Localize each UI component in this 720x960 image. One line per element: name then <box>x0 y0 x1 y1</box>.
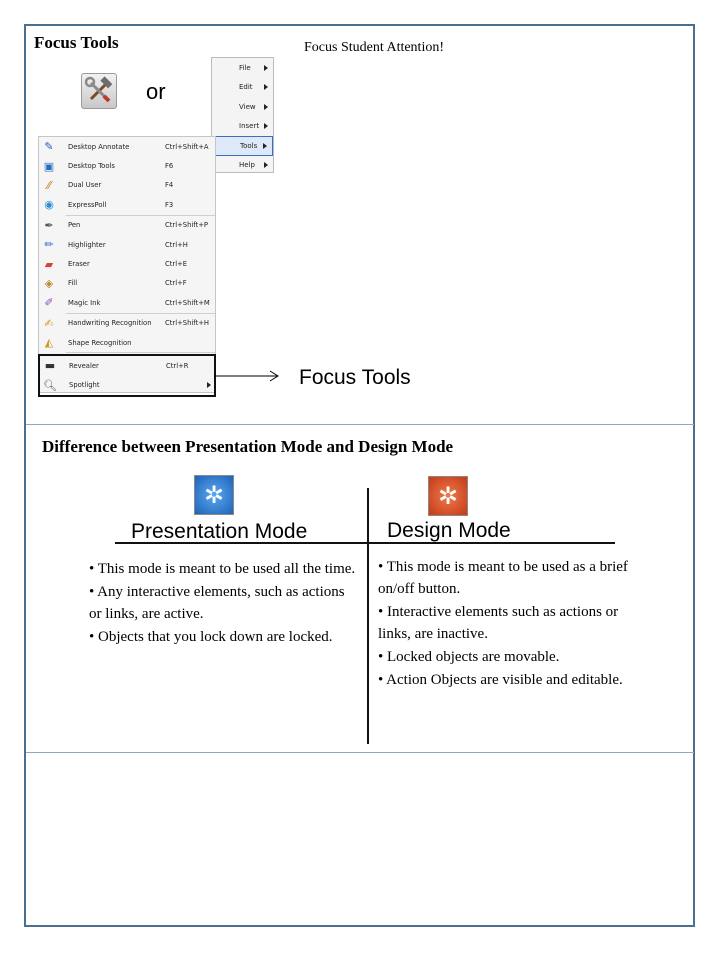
tools-menu-item[interactable]: ▰ Eraser Ctrl+E <box>39 254 215 273</box>
tools-menu-item[interactable]: ▣ Desktop Tools F6 <box>39 156 215 175</box>
dual-user-icon: ⁄⁄ <box>47 178 51 192</box>
design-mode-bullets <box>378 556 628 692</box>
or-label: or <box>146 79 166 104</box>
menu-item-view[interactable]: View <box>212 97 273 117</box>
chevron-right-icon <box>264 65 268 71</box>
list-item: • Locked objects are movable. <box>378 649 560 665</box>
comparison-title: Difference between Presentation Mode and Design Mode <box>42 437 454 456</box>
list-item: • This mode is meant to be used as a brief on/off button. <box>378 559 628 597</box>
chevron-right-icon <box>264 162 268 168</box>
section-divider-top <box>26 424 694 425</box>
chevron-right-icon <box>264 104 268 110</box>
column-divider <box>367 488 369 744</box>
heading-underline <box>115 542 615 544</box>
highlighter-icon: ✏ <box>44 238 54 252</box>
expresspoll-icon: ◉ <box>44 198 54 212</box>
magic-ink-icon: ✐ <box>44 296 54 310</box>
list-item: • Action Objects are visible and editable. <box>378 672 623 688</box>
menu-item-insert[interactable]: Insert <box>212 117 273 137</box>
tools-menu-item-spotlight[interactable]: 🔍︎ Spotlight <box>40 376 214 395</box>
menu-bar-dropdown <box>211 57 274 173</box>
revealer-icon: ▬ <box>44 359 56 373</box>
hammer-wrench-icon[interactable] <box>81 73 117 109</box>
presentation-mode-heading: Presentation Mode <box>131 520 308 543</box>
spotlight-icon: 🔍︎ <box>43 378 57 392</box>
menu-item-tools[interactable]: Tools <box>212 136 273 156</box>
tools-menu-item[interactable]: ◉ ExpressPoll F3 <box>39 195 215 214</box>
desktop-tools-icon: ▣ <box>43 159 55 173</box>
shape-recognition-icon: ◭ <box>44 336 54 350</box>
tools-menu-item[interactable]: ✏ Highlighter Ctrl+H <box>39 235 215 254</box>
menu-item-file[interactable]: File <box>212 58 273 78</box>
focus-tools-highlight-box <box>38 354 216 397</box>
tools-menu-item-revealer[interactable]: ▬ Revealer Ctrl+R <box>40 356 214 375</box>
handwriting-icon: ✍ <box>44 316 54 330</box>
list-item: • Any interactive elements, such as actions or links, are active. <box>89 584 345 622</box>
list-item: • Objects that you lock down are locked. <box>89 629 333 645</box>
arrow-icon <box>214 368 284 384</box>
chevron-right-icon <box>264 123 268 129</box>
focus-student-attention-text: Focus Student Attention! <box>304 40 444 55</box>
tools-menu-item[interactable]: ◈ Fill Ctrl+F <box>39 274 215 293</box>
design-mode-heading: Design Mode <box>387 519 511 542</box>
list-item: • This mode is meant to be used all the time. <box>89 561 356 577</box>
tools-menu <box>38 136 216 393</box>
tools-menu-item[interactable]: ✎ Desktop Annotate Ctrl+Shift+A <box>39 137 215 156</box>
tools-menu-item[interactable]: ✍ Handwriting Recognition Ctrl+Shift+H <box>39 314 215 333</box>
section-divider-bottom <box>26 752 694 753</box>
chevron-right-icon <box>263 143 267 149</box>
eraser-icon: ▰ <box>44 257 54 271</box>
presentation-mode-icon[interactable]: ✲ <box>194 475 234 515</box>
focus-tools-arrow-label: Focus Tools <box>299 366 411 389</box>
annotate-icon: ✎ <box>44 140 54 154</box>
focus-tools-title: Focus Tools <box>34 33 119 52</box>
chevron-right-icon <box>264 84 268 90</box>
menu-separator <box>66 352 215 353</box>
presentation-mode-bullets <box>89 558 357 649</box>
tools-menu-item[interactable]: ✒ Pen Ctrl+Shift+P <box>39 216 215 235</box>
design-mode-icon[interactable]: ✲ <box>428 476 468 516</box>
tools-menu-item[interactable]: ⁄⁄ Dual User F4 <box>39 176 215 195</box>
tools-menu-item[interactable]: ✐ Magic Ink Ctrl+Shift+M <box>39 293 215 312</box>
menu-item-edit[interactable]: Edit <box>212 78 273 98</box>
tools-menu-item[interactable]: ◭ Shape Recognition <box>39 333 215 352</box>
fill-icon: ◈ <box>44 276 54 290</box>
pen-icon: ✒ <box>44 218 54 232</box>
menu-item-help[interactable]: Help <box>212 156 273 176</box>
list-item: • Interactive elements such as actions or links, are inactive. <box>378 604 619 642</box>
chevron-right-icon <box>207 382 211 388</box>
